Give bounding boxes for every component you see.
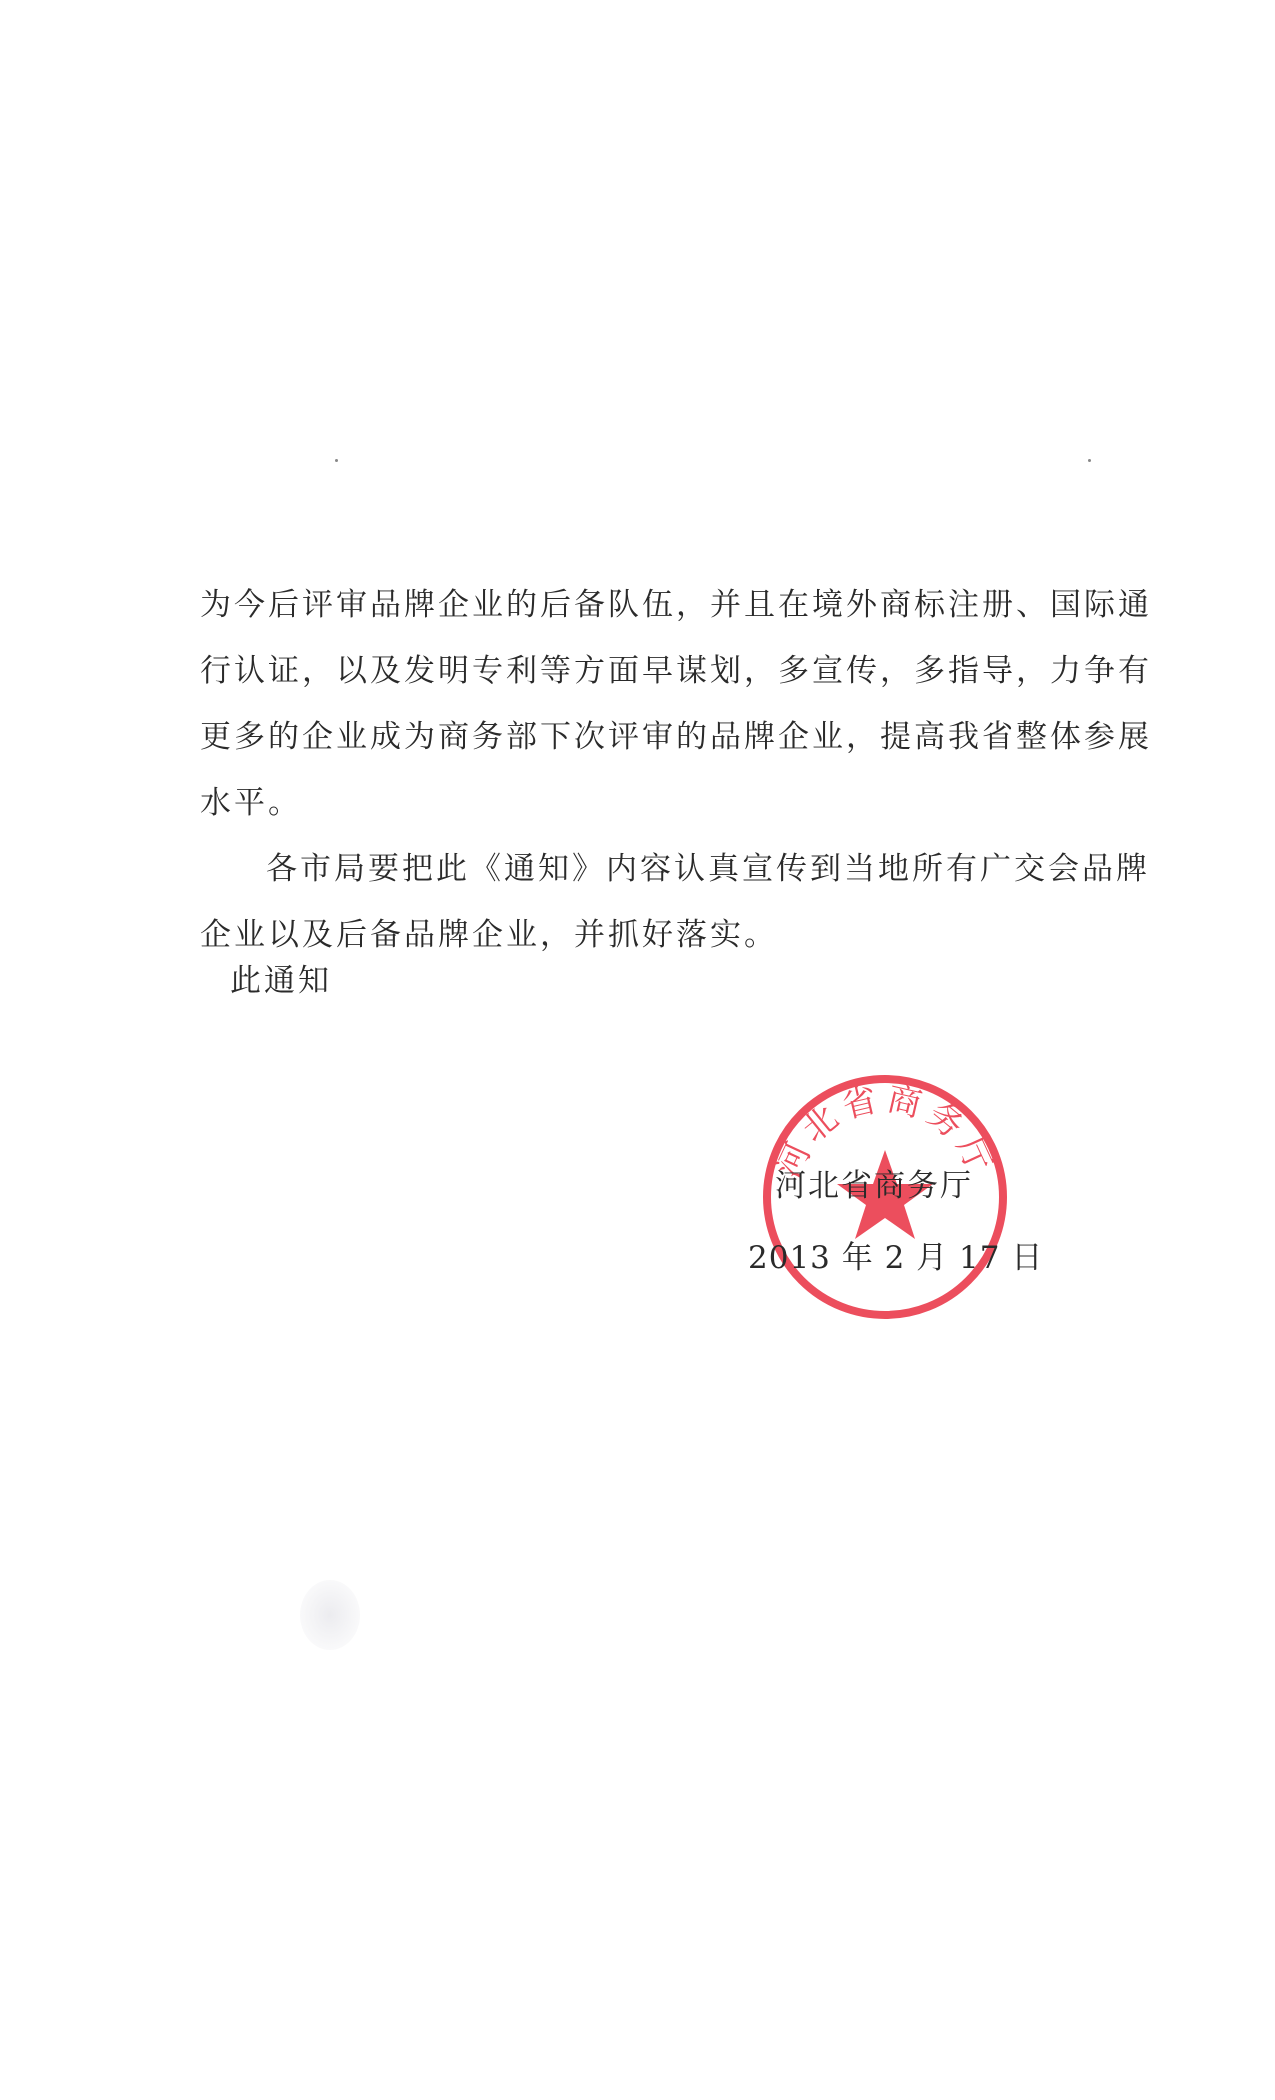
body-line: 水平。 — [200, 785, 302, 821]
body-line: 企业以及后备品牌企业，并抓好落实。 — [200, 917, 778, 953]
issue-date: 2013 年 2 月 17 日 — [748, 1240, 1044, 1276]
body-line: 更多的企业成为商务部下次评审的品牌企业，提高我省整体参展 — [200, 719, 1152, 755]
scan-speck — [1088, 459, 1091, 462]
notice-body — [200, 572, 1152, 968]
scan-smudge — [300, 1580, 360, 1650]
scan-speck — [335, 459, 338, 462]
seal-text: 河北省商务厅 — [768, 1078, 1002, 1185]
body-line: 各市局要把此《通知》内容认真宣传到当地所有广交会品牌 — [266, 851, 1150, 887]
signoff-text: 此通知 — [230, 963, 332, 999]
issuer-name: 河北省商务厅 — [775, 1168, 973, 1204]
body-line: 行认证，以及发明专利等方面早谋划，多宣传，多指导，力争有 — [200, 653, 1152, 689]
body-line: 为今后评审品牌企业的后备队伍，并且在境外商标注册、国际通 — [200, 587, 1152, 623]
